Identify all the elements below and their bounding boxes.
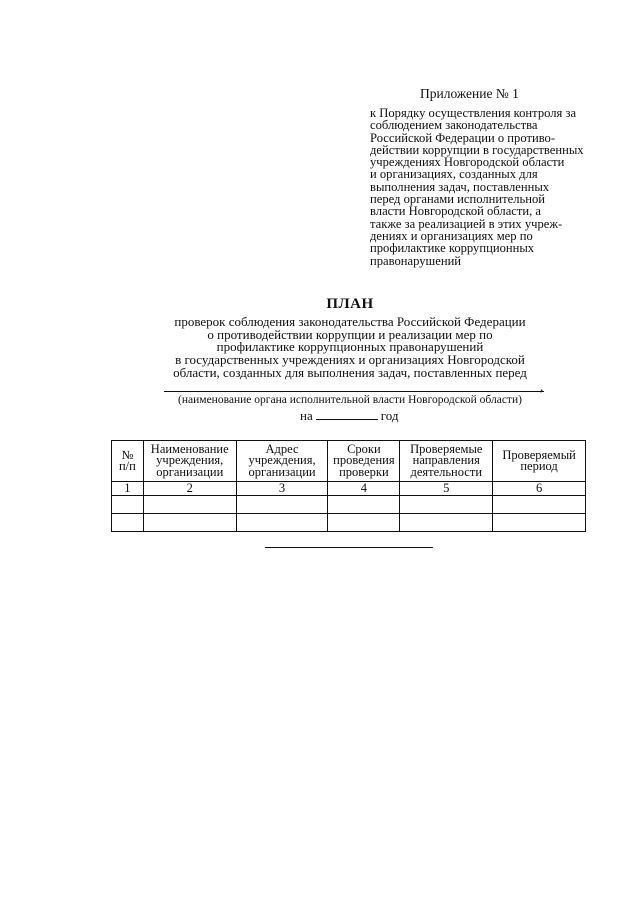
appendix-reference xyxy=(370,107,600,267)
header-inspection-dates: Сроки проведения проверки xyxy=(328,441,400,482)
header-activity-areas: Проверяемые направления деятельности xyxy=(400,441,493,482)
plan-subtitle xyxy=(120,316,580,380)
appendix-title: Приложение № 1 xyxy=(420,86,519,101)
blank-comma: , xyxy=(540,379,544,394)
appendix-line: выполнения задач, поставленных xyxy=(370,179,550,194)
appendix-line: дениях и организациях мер по xyxy=(370,228,533,243)
column-number: 4 xyxy=(328,482,400,496)
plan-subtitle-line: проверок соблюдения законодательства Российской Федерации xyxy=(174,314,526,329)
table-row xyxy=(112,496,586,514)
appendix-line: перед органами исполнительной xyxy=(370,192,546,207)
appendix-line: и организациях, созданных для xyxy=(370,167,538,182)
appendix-line: профилактике коррупционных xyxy=(370,241,535,256)
column-number: 2 xyxy=(143,482,236,496)
table-cell xyxy=(112,514,144,532)
table-row xyxy=(112,514,586,532)
appendix-line: действии коррупции в государственных xyxy=(370,142,584,157)
appendix-line: учреждениях Новгородской области xyxy=(370,155,565,170)
appendix-line: соблюдением законодательства xyxy=(370,118,538,133)
year-suffix: год xyxy=(380,408,399,423)
table-cell xyxy=(236,496,328,514)
header-number: № п/п xyxy=(112,441,144,482)
column-number: 1 xyxy=(112,482,144,496)
header-period: Проверяемый период xyxy=(493,441,586,482)
inspection-plan-table xyxy=(111,440,586,532)
table-cell xyxy=(493,514,586,532)
year-line xyxy=(300,408,398,424)
table-cell xyxy=(143,514,236,532)
table-header-row xyxy=(112,441,586,482)
table-cell xyxy=(493,496,586,514)
appendix-line: власти Новгородской области, а xyxy=(370,204,541,219)
appendix-line: правонарушений xyxy=(370,253,462,268)
plan-subtitle-line: области, созданных для выполнения задач, поставленных перед xyxy=(173,364,527,380)
table-cell xyxy=(328,496,400,514)
authority-name-blank xyxy=(164,391,544,392)
table-cell xyxy=(112,496,144,514)
column-number-row xyxy=(112,482,586,496)
year-blank xyxy=(316,408,378,420)
year-prefix: на xyxy=(300,408,313,423)
appendix-line: Российской Федерации о противо- xyxy=(370,130,556,145)
column-number: 3 xyxy=(236,482,328,496)
table-cell xyxy=(400,514,493,532)
appendix-line: к Порядку осуществления контроля за xyxy=(370,106,577,120)
authority-name-caption: (наименование органа исполнительной власти Новгородской области) xyxy=(178,394,522,406)
appendix-line: также за реализацией в этих учреж- xyxy=(370,216,563,231)
table-cell xyxy=(143,496,236,514)
header-institution-address: Адрес учреждения, организации xyxy=(236,441,328,482)
plan-subtitle-line: в государственных учреждениях и организациях Новгородской xyxy=(175,352,525,368)
table-cell xyxy=(328,514,400,532)
table-cell xyxy=(236,514,328,532)
plan-subtitle-line: о противодействии коррупции и реализации мер по xyxy=(207,326,493,342)
table-cell xyxy=(400,496,493,514)
plan-title: ПЛАН xyxy=(326,296,374,312)
closing-divider xyxy=(265,547,433,548)
column-number: 5 xyxy=(400,482,493,496)
header-institution-name: Наименование учреждения, организации xyxy=(143,441,236,482)
column-number: 6 xyxy=(493,482,586,496)
plan-subtitle-line: профилактике коррупционных правонарушений xyxy=(216,339,484,355)
